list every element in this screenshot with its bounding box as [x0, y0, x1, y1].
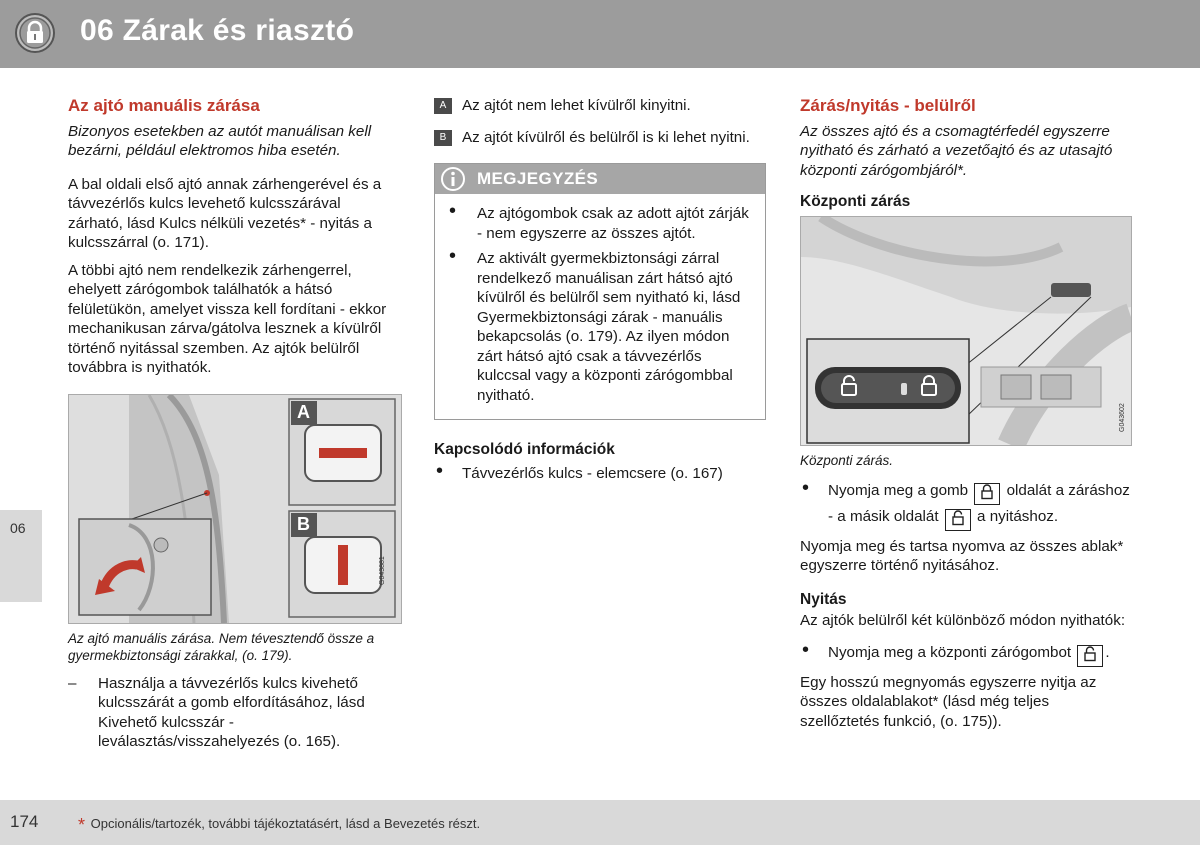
figure-label-a: A [297, 401, 310, 422]
footer-note: * Opcionális/tartozék, további tájékoztatásért, lásd a Bevezetés részt. [78, 815, 481, 835]
chapter-tab-label: 06 [10, 520, 26, 536]
related-item: • Távvezérlős kulcs - elemcsere (o. 167) [434, 464, 766, 484]
state-b-item [434, 128, 766, 148]
paragraph: Egy hosszú megnyomás egyszerre nyitja az összes oldalablakot* (lásd még teljes szellőztetés funkció, (o. 175)). [800, 673, 1097, 730]
section-intro: Az összes ajtó és a csomagtérfedél egyszerre nyitható és zárható a vezetőajtó és az utasajtó központi zárógombjáról*. [800, 122, 1113, 179]
note-box [434, 163, 766, 420]
paragraph: A többi ajtó nem rendelkezik zárhengerrel, ehelyett zárógombok találhatók a hátsó felületükön, amelyet vissza kell fordítani - ekkor mechanikusan zárva/gátolva lesznek a kívülről történő nyitással szemben. Az ajtók belülről továbbra is nyithatók. [68, 261, 387, 376]
central-lock-illustration [801, 217, 1131, 445]
note-body [435, 194, 765, 419]
figure-code: G043881 [379, 555, 386, 585]
figure-code: G043602 [1119, 402, 1126, 432]
paragraph: Nyomja meg és tartsa nyomva az összes ablak* egyszerre történő nyitásához. [800, 537, 1124, 574]
figure-label-b: B [297, 513, 310, 534]
section-heading: Az ajtó manuális zárása [68, 96, 260, 115]
info-icon [441, 167, 465, 191]
lock-icon [919, 375, 939, 397]
page-header [0, 0, 1200, 68]
door-lock-figure [68, 394, 402, 624]
figure-caption: Az ajtó manuális zárása. Nem tévesztendő össze a gyermekbiztonsági zárakkal, (o. 179). [68, 630, 375, 663]
central-lock-button-icon [1077, 645, 1103, 667]
note-header [435, 164, 765, 194]
instruction-central-button: • Nyomja meg a központi zárógombot . [800, 641, 1130, 667]
state-b-label: B [434, 130, 452, 146]
state-a-text: Az ajtót nem lehet kívülről kinyitni. [462, 97, 691, 114]
unlock-button-icon [945, 509, 971, 531]
subheading-central-lock: Központi zárás [800, 193, 911, 210]
related-heading: Kapcsolódó információk [434, 441, 615, 458]
central-lock-figure [800, 216, 1132, 446]
instruction-lock-unlock: • Nyomja meg a gomb oldalát a záráshoz - a másik oldalát a nyitáshoz. [800, 479, 1130, 531]
state-a-label: A [434, 98, 452, 114]
chapter-tab [0, 510, 42, 602]
asterisk: * [78, 815, 86, 835]
page-number: 174 [10, 812, 39, 831]
page-footer [0, 800, 1200, 845]
column-2 [434, 96, 766, 489]
section-heading: Zárás/nyitás - belülről [800, 96, 976, 115]
lock-icon [14, 12, 56, 54]
subheading-opening: Nyitás [800, 590, 847, 608]
page-title: 06 Zárak és riasztó [80, 14, 355, 47]
door-illustration [69, 395, 401, 623]
paragraph: Az ajtók belülről két különböző módon nyithatók: [800, 612, 1126, 629]
state-a-item [434, 96, 766, 116]
state-b-text: Az ajtót kívülről és belülről is ki lehet nyitni. [462, 128, 750, 146]
note-title: MEGJEGYZÉS [477, 169, 599, 188]
paragraph: A bal oldali első ajtó annak zárhengerével és a távvezérlős kulcs levehető kulcsszárával zárható, lásd Kulcs nélküli vezetés* - nyitás a kulcsszárral (o. 171). [68, 175, 382, 251]
instruction-item: – Használja a távvezérlős kulcs kivehető kulcsszárát a gomb elfordításához, lásd Kivehető kulcsszár - leválasztás/visszahelyezés (o. 165). [68, 674, 394, 752]
figure-caption: Központi zárás. [800, 452, 894, 468]
lock-button-icon [974, 483, 1000, 505]
note-item: • Az ajtógombok csak az adott ajtót zárják - nem egyszerre az összes ajtót. [447, 204, 753, 243]
section-intro: Bizonyos esetekben az autót manuálisan kell bezárni, például elektromos hiba esetén. [68, 122, 372, 159]
note-item: • Az aktivált gyermekbiztonsági zárral rendelkező manuálisan zárt hátsó ajtó kívülről és belülről sem nyitható ki, lásd Gyermekbiztonsági zárak - manuális bekapcsolás (o. 179). Az ilyen módon zárt hátsó ajtó csak a távvezérlős kulccsal vagy a központi zárógombbal nyitható. [447, 249, 753, 405]
column-1 [68, 96, 394, 752]
column-3 [800, 96, 1130, 739]
unlock-icon [839, 375, 859, 397]
